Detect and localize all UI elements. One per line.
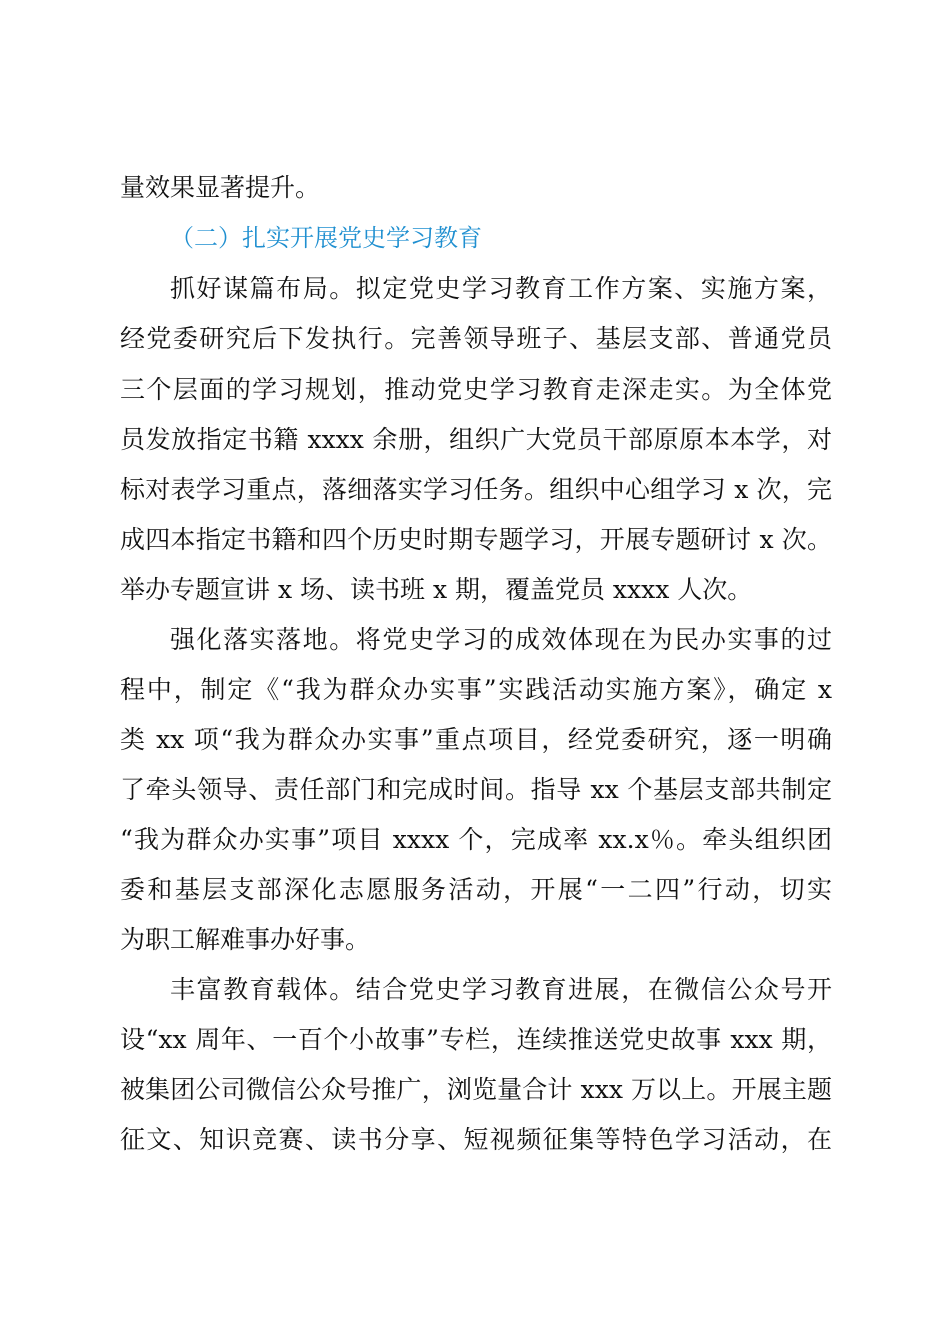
paragraph-line: 量效果显著提升。 <box>120 173 321 202</box>
paragraph-line: 委和基层支部深化志愿服务活动，开展“一二四”行动，切实 <box>120 875 832 904</box>
paragraph-line: “我为群众办实事”项目 xxxx 个，完成率 xx.x％。牵头组织团 <box>120 825 832 854</box>
paragraph-line: 程中，制定《“我为群众办实事”实践活动实施方案》，确定 x <box>120 675 832 704</box>
paragraph-line: 丰富教育载体。结合党史学习教育进展，在微信公众号开 <box>170 975 832 1004</box>
paragraph-line: 征文、知识竞赛、读书分享、短视频征集等特色学习活动，在 <box>120 1125 832 1154</box>
paragraph-line: 举办专题宣讲 x 场、读书班 x 期，覆盖党员 xxxx 人次。 <box>120 575 753 604</box>
paragraph-line: 了牵头领导、责任部门和完成时间。指导 xx 个基层支部共制定 <box>120 775 832 804</box>
paragraph-line: 类 xx 项“我为群众办实事”重点项目，经党委研究，逐一明确 <box>120 725 832 754</box>
section-heading: （二）扎实开展党史学习教育 <box>170 224 482 252</box>
paragraph-line: 成四本指定书籍和四个历史时期专题学习，开展专题研讨 x 次。 <box>120 525 832 554</box>
paragraph-line: 设“xx 周年、一百个小故事”专栏，连续推送党史故事 xxx 期， <box>120 1025 832 1054</box>
paragraph-line: 经党委研究后下发执行。完善领导班子、基层支部、普通党员 <box>120 324 832 353</box>
paragraph-line: 被集团公司微信公众号推广，浏览量合计 xxx 万以上。开展主题 <box>120 1075 832 1104</box>
paragraph-line: 员发放指定书籍 xxxx 余册，组织广大党员干部原原本本学，对 <box>120 425 832 454</box>
paragraph-line: 三个层面的学习规划，推动党史学习教育走深走实。为全体党 <box>120 375 832 404</box>
paragraph-line: 抓好谋篇布局。拟定党史学习教育工作方案、实施方案， <box>170 274 832 303</box>
paragraph-line: 为职工解难事办好事。 <box>120 925 371 954</box>
paragraph-line: 标对表学习重点，落细落实学习任务。组织中心组学习 x 次，完 <box>120 475 832 504</box>
paragraph-line: 强化落实落地。将党史学习的成效体现在为民办实事的过 <box>170 625 832 654</box>
